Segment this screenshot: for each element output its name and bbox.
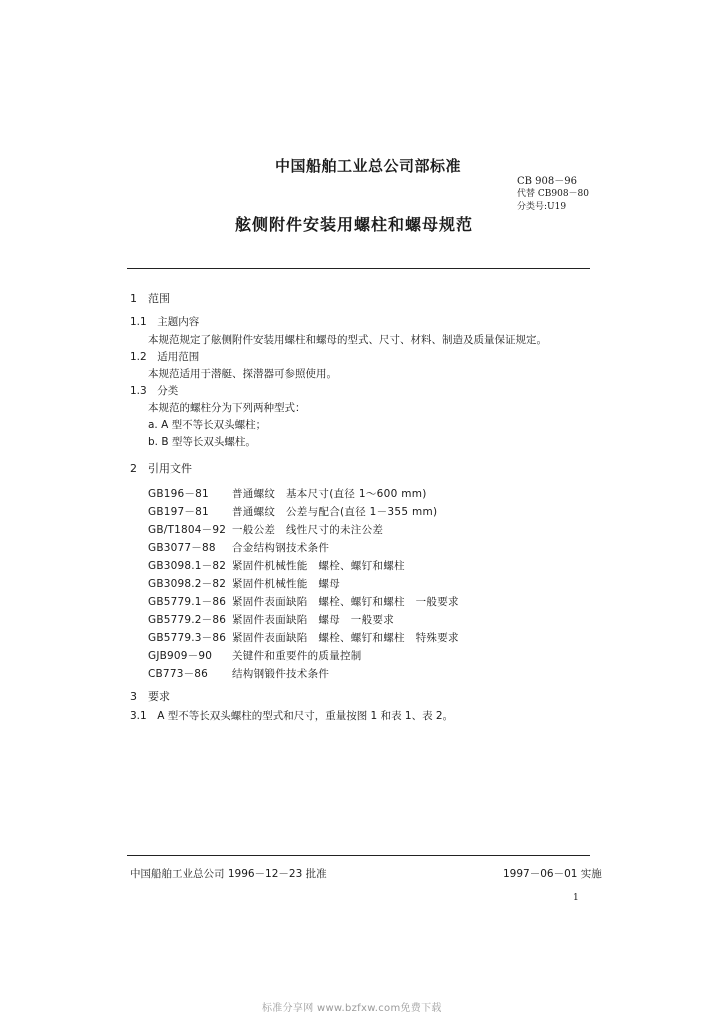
reference-code: CB773－86	[148, 668, 209, 680]
doc-title: 舷侧附件安装用螺柱和螺母规范	[235, 215, 474, 234]
section-1-3-text: 本规范的螺柱分为下列两种型式：	[148, 402, 306, 414]
footer-rule	[127, 855, 590, 856]
reference-code: GB3077－88	[148, 542, 216, 554]
header-rule	[127, 268, 590, 269]
reference-code: GB196－81	[148, 488, 209, 500]
reference-title: 合金结构钢技术条件	[232, 542, 330, 554]
reference-code: GB3098.1－82	[148, 560, 227, 572]
effective-date: 1997－06－01 实施	[503, 868, 602, 880]
reference-code: GB3098.2－82	[148, 578, 227, 590]
page-number: 1	[573, 893, 579, 903]
reference-title: 紧固件表面缺陷 螺栓、螺钉和螺柱 一般要求	[232, 596, 459, 608]
approval-note: 中国船舶工业总公司 1996－12－23 批准	[130, 868, 327, 880]
section-3-heading: 3 要求	[130, 690, 170, 703]
reference-title: 紧固件表面缺陷 螺母 一般要求	[232, 614, 394, 626]
section-1-1-text: 本规范规定了舷侧附件安装用螺柱和螺母的型式、尺寸、材料、制造及质量保证规定。	[148, 334, 547, 346]
reference-code: GB5779.3－86	[148, 632, 227, 644]
site-watermark: 标准分享网 www.bzfxw.com免费下载	[262, 1003, 442, 1014]
classification-number: 分类号:U19	[517, 202, 567, 212]
section-1-3-heading: 1.3 分类	[130, 385, 179, 397]
section-1-3-item-a: a. A 型不等长双头螺柱；	[148, 419, 267, 431]
std-number: CB 908－96	[517, 176, 577, 187]
reference-code: GB5779.2－86	[148, 614, 227, 626]
org-title: 中国船舶工业总公司部标准	[275, 157, 462, 175]
reference-code: GB/T1804－92	[148, 524, 227, 536]
section-1-2-text: 本规范适用于潜艇、探潜器可参照使用。	[148, 368, 337, 380]
section-1-heading: 1 范围	[130, 292, 170, 305]
reference-title: 紧固件机械性能 螺母	[232, 578, 340, 590]
reference-code: GJB909－90	[148, 650, 213, 662]
section-2-heading: 2 引用文件	[130, 462, 192, 475]
section-3-1-text: 3.1 A 型不等长双头螺柱的型式和尺寸，重量按图 1 和表 1、表 2。	[130, 710, 454, 722]
reference-title: 普通螺纹 基本尺寸(直径 1～600 mm)	[232, 488, 427, 500]
section-1-3-item-b: b. B 型等长双头螺柱。	[148, 436, 256, 448]
section-1-1-heading: 1.1 主题内容	[130, 316, 200, 328]
reference-title: 紧固件机械性能 螺栓、螺钉和螺柱	[232, 560, 405, 572]
reference-title: 关键件和重要件的质量控制	[232, 650, 362, 662]
replaces-note: 代替 CB908－80	[517, 189, 589, 199]
reference-title: 普通螺纹 公差与配合(直径 1－355 mm)	[232, 506, 438, 518]
reference-title: 紧固件表面缺陷 螺栓、螺钉和螺柱 特殊要求	[232, 632, 459, 644]
reference-title: 一般公差 线性尺寸的未注公差	[232, 524, 384, 536]
reference-code: GB197－81	[148, 506, 209, 518]
reference-code: GB5779.1－86	[148, 596, 227, 608]
reference-title: 结构钢锻件技术条件	[232, 668, 330, 680]
section-1-2-heading: 1.2 适用范围	[130, 351, 200, 363]
